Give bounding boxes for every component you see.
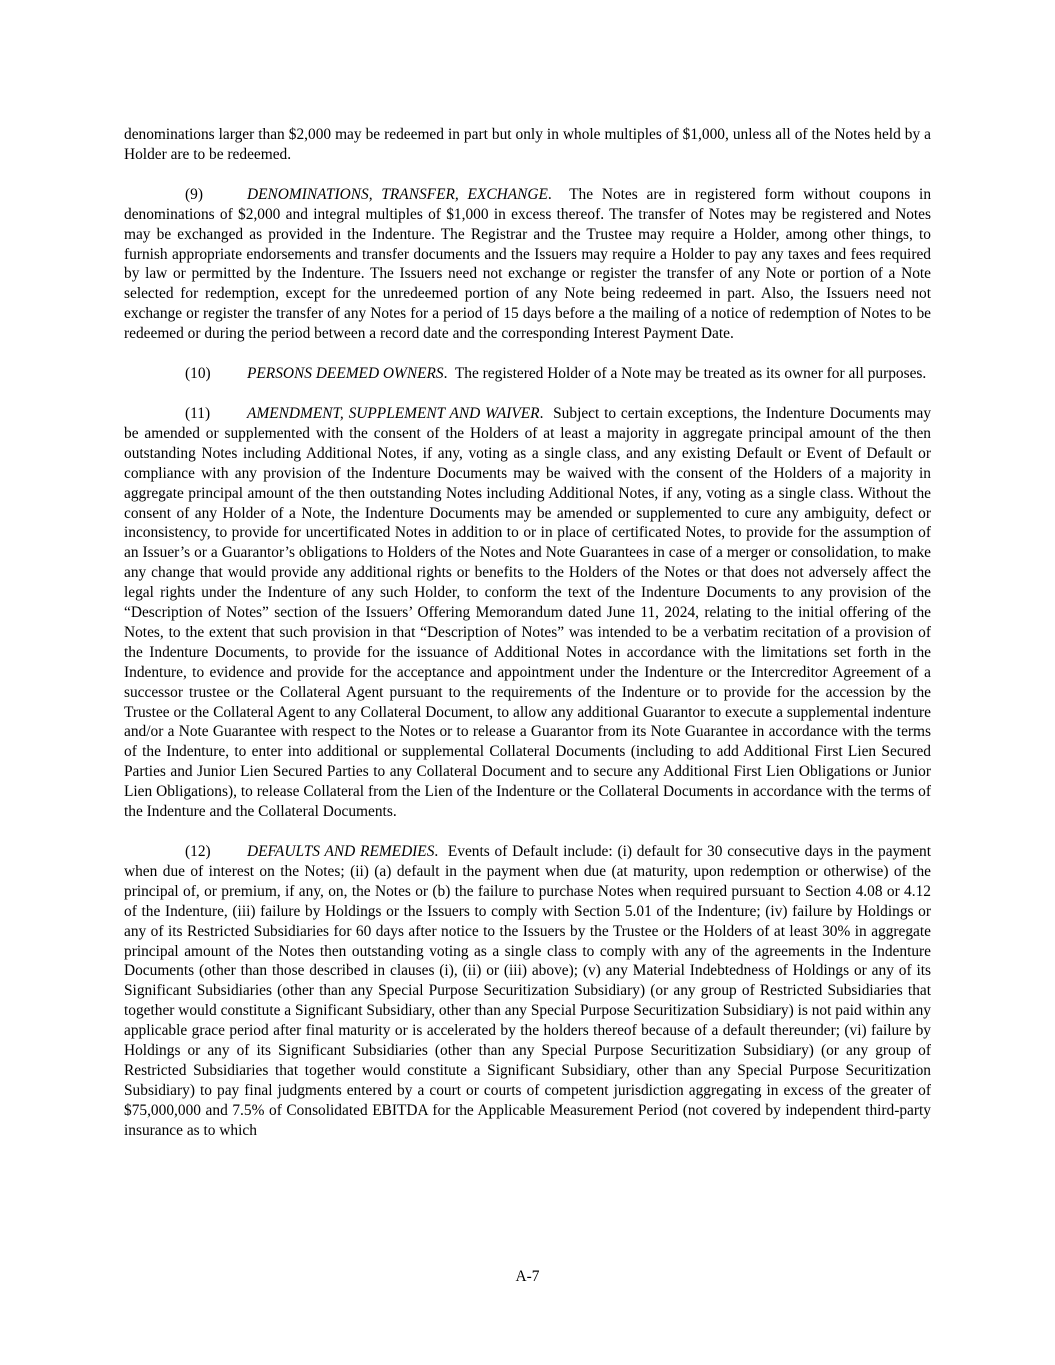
section-body: Events of Default include: (i) default for 30 consecutive days in the payment when due of interest on the Notes; (ii) (a) default in the payment when due (at maturity, upon redemption or otherwise) of the principal of, or premium, if any, on, the Notes or (b) the failure to purchase Notes when required pursuant to Section 4.08 or 4.12 of the Indenture, (iii) failure by Holdings or the Issuers to comply with Section 5.01 of the Indenture; (iv) failure by Holdings or any of its Restricted Subsidiaries for 60 days after notice to the Issuers by the Trustee or the Holders of at least 30% in aggregate principal amount of the Notes then outstanding voting as a single class to comply with any of the agreements in the Indenture Documents (other than those described in clauses (i), (ii) or (iii) above); (v) any Material Indebtedness of Holdings or any of its Significant Subsidiaries (other than any Special Purpose Securitization Subsidiary) (or any group of Restricted Subsidiaries that together would constitute a Significant Subsidiary, other than any Special Purpose Securitization Subsidiary) is not paid within any applicable grace period after final maturity or is accelerated by the holders thereof because of a default thereunder; (vi) failure by Holdings or any of its Significant Subsidiaries (other than any Special Purpose Securitization Subsidiary) (or any group of Restricted Subsidiaries that together would constitute a Significant Subsidiary, other than any Special Purpose Securitization Subsidiary) to pay final judgments entered by a court or courts of competent jurisdiction aggregating in excess of the greater of $75,000,000 and 7.5% of Consolidated EBITDA for the Applicable Measurement Period (not covered by independent third-party insurance as to which: [124, 843, 932, 1139]
section-number: (10): [185, 365, 211, 383]
section-number: (9): [185, 185, 203, 203]
section-12: (12) DEFAULTS AND REMEDIES. Events of Default include: (i) default for 30 consecutive days in the payment when due of interest on the Notes; (ii) (a) default in the payment when due (at maturity, upon redemption or otherwise) of the principal of, or premium, if any, on, the Notes or (b) the failure to purchase Notes when required pursuant to Section 4.08 or 4.12 of the Indenture, (iii) failure by Holdings or the Issuers to comply with Section 5.01 of the Indenture; (iv) failure by Holdings or any of its Restricted Subsidiaries for 60 days after notice to the Issuers by the Trustee or the Holders of at least 30% in aggregate principal amount of the Notes then outstanding voting as a single class to comply with any of the agreements in the Indenture Documents (other than those described in clauses (i), (ii) or (iii) above); (v) any Material Indebtedness of Holdings or any of its Significant Subsidiaries (other than any Special Purpose Securitization Subsidiary) (or any group of Restricted Subsidiaries that together would constitute a Significant Subsidiary, other than any Special Purpose Securitization Subsidiary) is not paid within any applicable grace period after final maturity or is accelerated by the holders thereof because of a default thereunder; (vi) failure by Holdings or any of its Significant Subsidiaries (other than any Special Purpose Securitization Subsidiary) (or any group of Restricted Subsidiaries that together would constitute a Significant Subsidiary, other than any Special Purpose Securitization Subsidiary) to pay final judgments entered by a court or courts of competent jurisdiction aggregating in excess of the greater of $75,000,000 and 7.5% of Consolidated EBITDA for the Applicable Measurement Period (not covered by independent third-party insurance as to which: [124, 843, 932, 1139]
document-body: [124, 125, 931, 1161]
section-body: The registered Holder of a Note may be treated as its owner for all purposes.: [454, 365, 927, 383]
section-10: (10) PERSONS DEEMED OWNERS. The registered Holder of a Note may be treated as its owner for all purposes.: [185, 365, 927, 383]
continuation-paragraph: denominations larger than $2,000 may be redeemed in part but only in whole multiples of $1,000, unless all of the Notes held by a Holder are to be redeemed.: [124, 126, 931, 163]
section-heading: DEFAULTS AND REMEDIES: [247, 843, 435, 860]
page-number: A-7: [515, 1268, 540, 1285]
section-11: (11) AMENDMENT, SUPPLEMENT AND WAIVER. Subject to certain exceptions, the Indenture Documents may be amended or supplemented with the consent of the Holders of at least a majority in aggregate principal amount of the then outstanding Notes including Additional Notes, if any, voting as a single class, and any existing Default or Event of Default or compliance with any provision of the Indenture Documents may be waived with the consent of the Holders of a majority in aggregate principal amount of the then outstanding Notes including Additional Notes, if any, voting as a single class. Without the consent of any Holder of a Note, the Indenture Documents may be amended or supplemented to cure any ambiguity, defect or inconsistency, to provide for uncertificated Notes in addition to or in place of certificated Notes, to provide for the assumption of an Issuer’s or a Guarantor’s obligations to Holders of the Notes and Note Guarantees in case of a merger or consolidation, to make any change that would provide any additional rights or benefits to the Holders of the Notes or that does not adversely affect the legal rights under the Indenture of any such Holder, to conform the text of the Indenture Documents to any provision of the “Description of Notes” section of the Issuers’ Offering Memorandum dated June 11, 2024, relating to the initial offering of the Notes, to the extent that such provision in that “Description of Notes” was intended to be a verbatim recitation of a provision of the Indenture Documents, to provide for the issuance of Additional Notes in accordance with the limitations set forth in the Indenture, to evidence and provide for the acceptance and appointment under the Indenture or the Intercreditor Agreement of a successor trustee or the Collateral Agent pursuant to the requirements of the Indenture or to provide for the accession by the Trustee or the Collateral Agent to any Collateral Document, to allow any additional Guarantor to execute a supplemental indenture and/or a Note Guarantee with respect to the Notes or to release a Guarantor from its Note Guarantee in accordance with the terms of the Indenture, to enter into additional or supplemental Collateral Documents (including to add Additional First Lien Secured Parties and Junior Lien Secured Parties to any Collateral Document and to secure any Additional First Lien Obligations or Junior Lien Obligations), to release Collateral from the Lien of the Indenture or the Collateral Documents in accordance with the terms of the Indenture and the Collateral Documents.: [124, 404, 932, 821]
section-body: Subject to certain exceptions, the Indenture Documents may be amended or supplemented with the consent of the Holders of at least a majority in aggregate principal amount of the then outstanding Notes including Additional Notes, if any, voting as a single class, and any existing Default or Event of Default or compliance with any provision of the Indenture Documents may be waived with the consent of the Holders of a majority in aggregate principal amount of the then outstanding Notes including Additional Notes, if any, voting as a single class. Without the consent of any Holder of a Note, the Indenture Documents may be amended or supplemented to cure any ambiguity, defect or inconsistency, to provide for uncertificated Notes in addition to or in place of certificated Notes, to provide for the assumption of an Issuer’s or a Guarantor’s obligations to Holders of the Notes and Note Guarantees in case of a merger or consolidation, to make any change that would provide any additional rights or benefits to the Holders of the Notes or that does not adversely affect the legal rights under the Indenture of any such Holder, to conform the text of the Indenture Documents to any provision of the “Description of Notes” section of the Issuers’ Offering Memorandum dated June 11, 2024, relating to the initial offering of the Notes, to the extent that such provision in that “Description of Notes” was intended to be a verbatim recitation of a provision of the Indenture Documents, to provide for the issuance of Additional Notes in accordance with the limitations set forth in the Indenture, to evidence and provide for the acceptance and appointment under the Indenture or the Intercreditor Agreement of a successor trustee or the Collateral Agent pursuant to the requirements of the Indenture or to provide for the accession by the Trustee or the Collateral Agent to any Collateral Document, to allow any additional Guarantor to execute a supplemental indenture and/or a Note Guarantee with respect to the Notes or to release a Guarantor from its Note Guarantee in accordance with the terms of the Indenture, to enter into additional or supplemental Collateral Documents (including to add Additional First Lien Secured Parties and Junior Lien Secured Parties to any Collateral Document and to secure any Additional First Lien Obligations or Junior Lien Obligations), to release Collateral from the Lien of the Indenture or the Collateral Documents in accordance with the terms of the Indenture and the Collateral Documents.: [124, 404, 932, 821]
section-9: (9) DENOMINATIONS, TRANSFER, EXCHANGE. The Notes are in registered form without coupons in denominations of $2,000 and integral multiples of $1,000 in excess thereof. The transfer of Notes may be registered and Notes may be exchanged as provided in the Indenture. The Registrar and the Trustee may require a Holder, among other things, to furnish appropriate endorsements and transfer documents and the Issuers may require a Holder to pay any taxes and fees required by law or permitted by the Indenture. The Issuers need not exchange or register the transfer of any Note or portion of a Note selected for redemption, except for the unredeemed portion of any Note being redeemed in part. Also, the Issuers need not exchange or register the transfer of any Notes for a period of 15 days before a the mailing of a notice of redemption of Notes to be redeemed or during the period between a record date and the corresponding Interest Payment Date.: [124, 185, 932, 343]
section-number: (11): [185, 404, 211, 422]
section-heading: AMENDMENT, SUPPLEMENT AND WAIVER: [247, 404, 540, 422]
section-heading: DENOMINATIONS, TRANSFER, EXCHANGE: [247, 185, 548, 203]
section-heading: PERSONS DEEMED OWNERS: [247, 365, 444, 383]
section-number: (12): [185, 843, 211, 860]
section-body: The Notes are in registered form without coupons in denominations of $2,000 and integral multiples of $1,000 in excess thereof. The transfer of Notes may be registered and Notes may be exchanged as provided in the Indenture. The Registrar and the Trustee may require a Holder, among other things, to furnish appropriate endorsements and transfer documents and the Issuers may require a Holder to pay any taxes and fees required by law or permitted by the Indenture. The Issuers need not exchange or register the transfer of any Note or portion of a Note selected for redemption, except for the unredeemed portion of any Note being redeemed in part. Also, the Issuers need not exchange or register the transfer of any Notes for a period of 15 days before a the mailing of a notice of redemption of Notes to be redeemed or during the period between a record date and the corresponding Interest Payment Date.: [124, 185, 932, 343]
